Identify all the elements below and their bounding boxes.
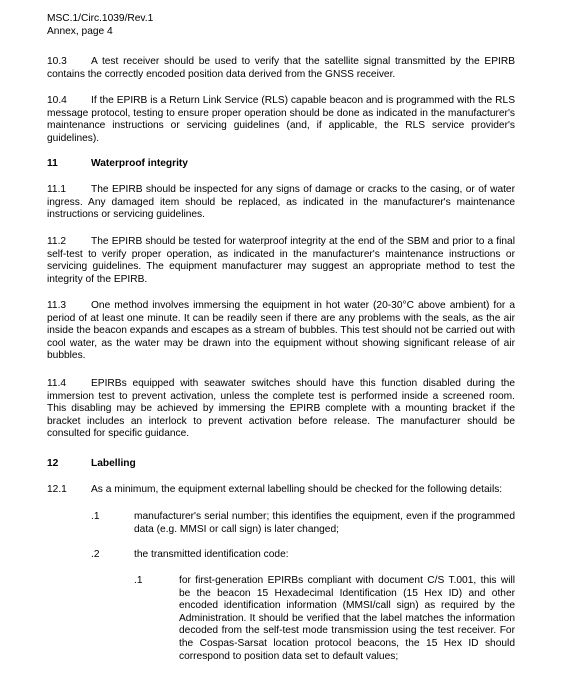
circular-reference: MSC.1/Circ.1039/Rev.1 xyxy=(47,13,154,24)
page-header xyxy=(47,13,153,38)
sub-item-2-1-text: for first-generation EPIRBs compliant with document C/S T.001, this will be the beacon 15 Hexadecimal Identification (15 Hex ID) and other encoded identification information (MMSI/call sign) as required by the Administration. It should be verified that the label matches the information decoded from the self-test mode transmission using the test receiver. For the Cospas-Sarsat location protocol beacons, the 15 Hex ID should correspond to position data set to default values; xyxy=(179,575,515,662)
list-item-2-number: .2 xyxy=(91,549,100,560)
section-heading-12 xyxy=(47,458,136,471)
list-item-1-number: .1 xyxy=(91,511,100,522)
paragraph-text: EPIRBs equipped with seawater switches should have this function disabled during the immersion test to prevent activation, unless the complete test is performed inside a screened room. This disabling may be achieved by immersing the EPIRB complete with a mounting bracket if the bracket includes an interlock to prevent activation before release. The manufacturer should be consulted for specific guidance. xyxy=(47,378,515,440)
section-number: 11 xyxy=(47,158,58,169)
sub-item-2-1-number: .1 xyxy=(134,575,143,586)
section-heading-11 xyxy=(47,158,188,171)
paragraph-10-3 xyxy=(47,56,515,81)
paragraph-text: The EPIRB should be inspected for any signs of damage or cracks to the casing, or of water ingress. Any damaged item should be replaced, as indicated in the manufacturer's maintenance instructions or servicing guidelines. xyxy=(47,184,515,221)
list-item-2-text: the transmitted identification code: xyxy=(134,549,289,560)
paragraph-text: If the EPIRB is a Return Link Service (RLS) capable beacon and is programmed with the RLS message protocol, testing to ensure proper operation should be done as indicated in the manufacturer's maintenance instructions or servicing guidelines (and, if applicable, the RLS service provider's guidelines). xyxy=(47,95,515,144)
section-number: 12 xyxy=(47,458,59,469)
paragraph-text: One method involves immersing the equipment in hot water (20-30°C above ambient) for a period of at least one minute. It can be readily seen if there are any problems with the seals, as the air inside the beacon expands and escapes as a stream of bubbles. This test should not be carried out with cool water, as the water may be drawn into the equipment without showing significant release of air bubbles. xyxy=(47,300,515,362)
paragraph-11-3 xyxy=(47,300,515,363)
paragraph-12-1 xyxy=(47,484,515,497)
paragraph-number: 11.1 xyxy=(47,184,67,195)
list-item-1-text: manufacturer's serial number; this identifies the equipment, even if the programmed data (e.g. MMSI or call sign) is later changed; xyxy=(134,511,515,535)
paragraph-number: 11.4 xyxy=(47,378,67,389)
paragraph-number: 11.3 xyxy=(47,300,67,311)
paragraph-10-4 xyxy=(47,95,515,145)
annex-page-label: Annex, page 4 xyxy=(47,25,113,37)
paragraph-number: 12.1 xyxy=(47,484,67,495)
section-title: Labelling xyxy=(91,458,136,469)
paragraph-text: A test receiver should be used to verify that the satellite signal transmitted by the EPIRB contains the correctly encoded position data derived from the GNSS receiver. xyxy=(47,56,515,80)
paragraph-text: As a minimum, the equipment external labelling should be checked for the following details: xyxy=(91,484,503,495)
paragraph-number: 10.4 xyxy=(47,95,67,106)
section-title: Waterproof integrity xyxy=(91,158,188,169)
paragraph-11-2 xyxy=(47,236,515,286)
paragraph-number: 11.2 xyxy=(47,236,67,247)
paragraph-11-1 xyxy=(47,184,515,222)
paragraph-number: 10.3 xyxy=(47,56,67,67)
paragraph-text: The EPIRB should be tested for waterproof integrity at the end of the SBM and prior to a final self-test to verify proper operation, as indicated in the manufacturer's maintenance instructions or servicing guidelines. The equipment manufacturer may suggest an appropriate method to test the integrity of the EPIRB. xyxy=(47,236,515,285)
paragraph-11-4 xyxy=(47,378,515,441)
